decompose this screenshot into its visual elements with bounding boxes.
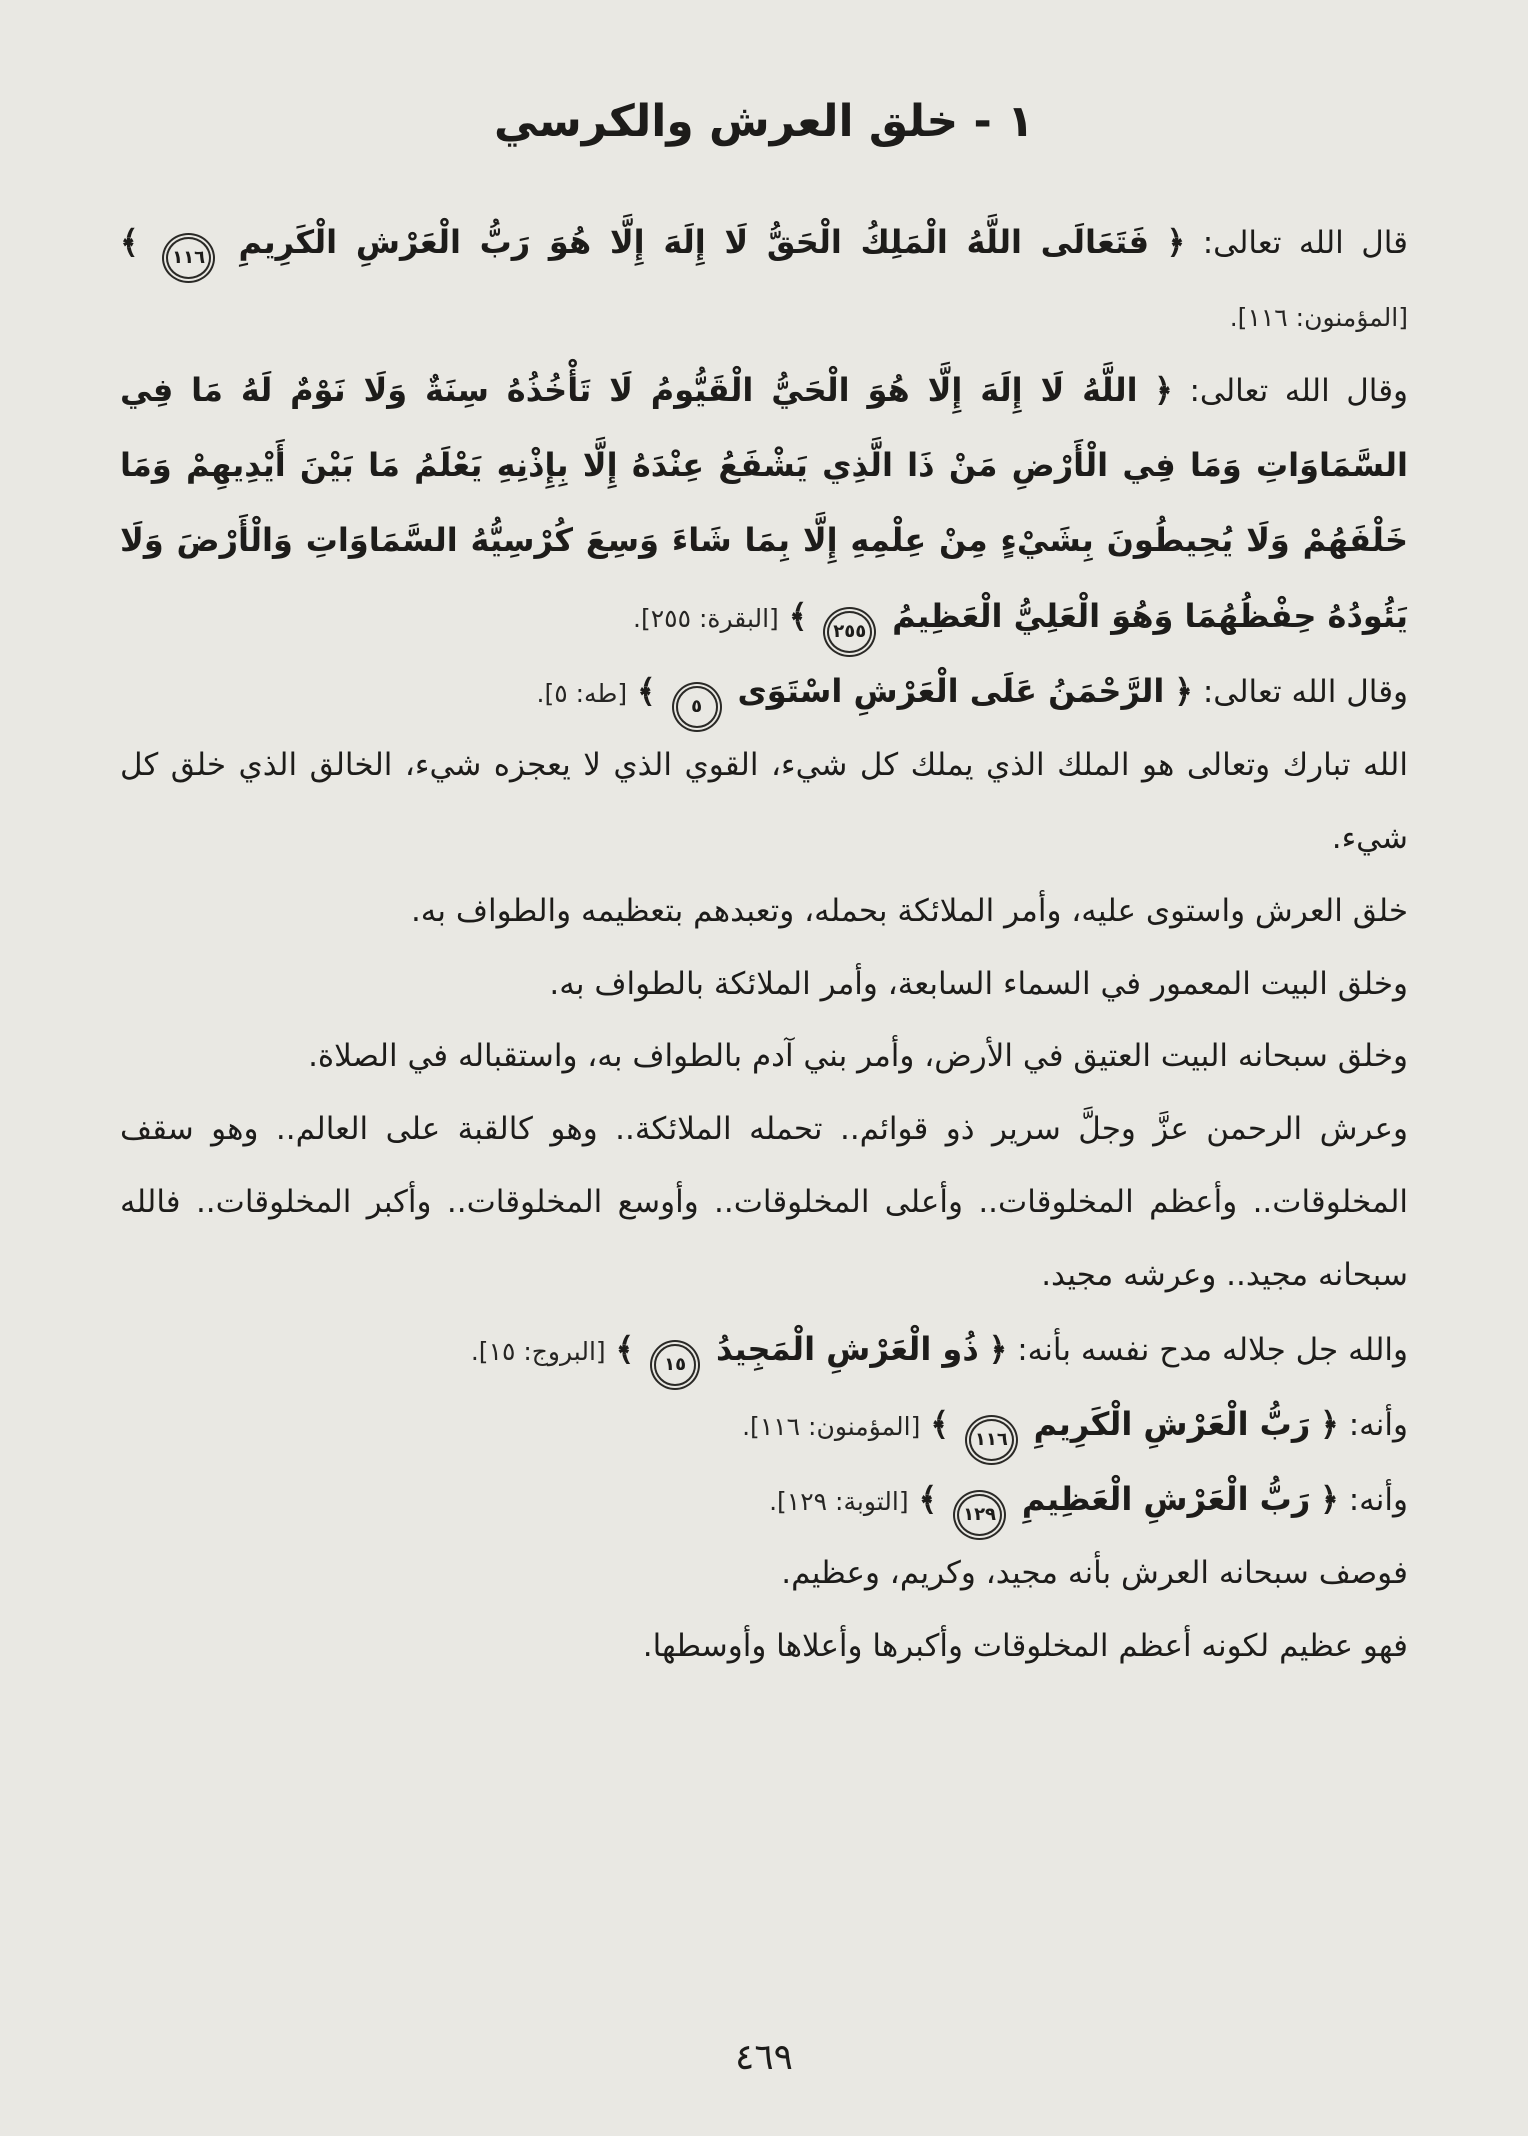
narration-intro: قال الله تعالى:: [1202, 225, 1408, 261]
quran-close-bracket: ﴾: [120, 223, 139, 261]
body-paragraph: فهو عظيم لكونه أعظم المخلوقات وأكبرها وأعلاها وأوسطها.: [642, 1628, 1408, 1665]
ayah-number-medallion: [957, 1494, 1002, 1536]
ayah-number-medallion: [676, 686, 718, 728]
quran-verse-text: الرَّحْمَنُ عَلَى الْعَرْشِ اسْتَوَى: [737, 671, 1165, 710]
quote-paragraph: [120, 1312, 1408, 1387]
ayah-number: ١١٦: [172, 247, 206, 268]
quran-close-bracket: ﴾: [788, 596, 808, 635]
body-paragraph: وخلق البيت المعمور في السماء السابعة، وأمر الملائكة بالطواف به.: [549, 965, 1408, 1002]
quran-open-bracket: ﴿: [1154, 371, 1173, 410]
quran-verse-text: رَبُّ الْعَرْشِ الْكَرِيمِ: [1033, 1404, 1311, 1443]
quote-paragraph: [120, 205, 1408, 353]
quran-verse-text: فَتَعَالَى اللَّهُ الْمَلِكُ الْحَقُّ لَا إِلَهَ إِلَّا هُوَ رَبُّ الْعَرْشِ الْكَرِيمِ: [238, 223, 1150, 261]
quote-paragraph: [120, 1387, 1408, 1462]
chapter-title: ١ - خلق العرش والكرسي: [494, 96, 1034, 147]
body-paragraph: فوصف سبحانه العرش بأنه مجيد، وكريم، وعظيم.: [781, 1555, 1408, 1592]
quran-open-bracket: ﴿: [1174, 671, 1193, 710]
narration-intro: وأنه:: [1348, 1482, 1408, 1519]
narration-intro: وقال الله تعالى:: [1189, 373, 1408, 410]
ayah-number: ٥: [691, 695, 703, 717]
quran-verse-text: رَبُّ الْعَرْشِ الْعَظِيمِ: [1021, 1480, 1311, 1519]
body-paragraph: وعرش الرحمن عزَّ وجلَّ سرير ذو قوائم.. تحمله الملائكة.. وهو كالقبة على العالم.. وهو سقف المخلوقات.. وأعظم المخلوقات.. وأعلى المخلوقات.. وأوسع المخلوقات.. وأكبر المخلوقات.. فالله سبحانه مجيد.. وعرشه مجيد.: [120, 1111, 1408, 1293]
ayah-number: ١٢٩: [963, 1504, 997, 1526]
quran-close-bracket: ﴾: [918, 1480, 938, 1519]
quran-open-bracket: ﴿: [988, 1329, 1008, 1368]
ayah-number: ١٥: [664, 1353, 687, 1375]
ayah-number: ١١٦: [974, 1428, 1008, 1450]
verse-reference: [المؤمنون: ١١٦].: [742, 1411, 921, 1441]
narration-intro: وقال الله تعالى:: [1202, 673, 1408, 710]
body-paragraph: الله تبارك وتعالى هو الملك الذي يملك كل شيء، القوي الذي لا يعجزه شيء، الخالق الذي خلق كل شيء.: [120, 746, 1408, 856]
quran-close-bracket: ﴾: [615, 1329, 635, 1368]
ayah-number: ٢٥٥: [833, 620, 867, 642]
ayah-number-medallion: [827, 611, 872, 653]
verse-reference: [البروج: ١٥].: [470, 1336, 606, 1366]
body-paragraph: وخلق سبحانه البيت العتيق في الأرض، وأمر بني آدم بالطواف به، واستقباله في الصلاة.: [308, 1038, 1408, 1075]
quote-paragraph: [120, 353, 1408, 654]
quran-open-bracket: ﴿: [1320, 1480, 1339, 1519]
quran-verse-text: اللَّهُ لَا إِلَهَ إِلَّا هُوَ الْحَيُّ الْقَيُّومُ لَا تَأْخُذُهُ سِنَةٌ وَلَا نَوْمٌ لَهُ مَا فِي السَّمَاوَاتِ وَمَا فِي الْأَرْضِ مَنْ ذَا الَّذِي يَشْفَعُ عِنْدَهُ إِلَّا بِإِذْنِهِ يَعْلَمُ مَا بَيْنَ أَيْدِيهِمْ وَمَا خَلْفَهُمْ وَلَا يُحِيطُونَ بِشَيْءٍ مِنْ عِلْمِهِ إِلَّا بِمَا شَاءَ وَسِعَ كُرْسِيُّهُ السَّمَاوَاتِ وَالْأَرْضَ وَلَا يَئُودُهُ حِفْظُهُمَا وَهُوَ الْعَلِيُّ الْعَظِيمُ: [120, 371, 1408, 635]
verse-reference: [التوبة: ١٢٩].: [769, 1487, 909, 1517]
quran-close-bracket: ﴾: [636, 671, 656, 710]
narration-intro: والله جل جلاله مدح نفسه بأنه:: [1017, 1331, 1408, 1368]
quran-close-bracket: ﴾: [930, 1404, 949, 1443]
ayah-number-medallion: [166, 237, 211, 279]
quran-open-bracket: ﴿: [1166, 223, 1186, 261]
body-paragraph: خلق العرش واستوى عليه، وأمر الملائكة بحمله، وتعبدهم بتعظيمه والطواف به.: [410, 892, 1408, 929]
quote-paragraph: [120, 1462, 1408, 1537]
quote-paragraph: [120, 654, 1408, 729]
ayah-number-medallion: [969, 1419, 1014, 1461]
page-number: ٤٦٩: [734, 2037, 793, 2078]
verse-reference: [المؤمنون: ١١٦].: [1229, 303, 1408, 333]
verse-reference: [البقرة: ٢٥٥].: [633, 603, 779, 633]
verse-reference: [طه: ٥].: [536, 678, 628, 708]
narration-intro: وأنه:: [1348, 1406, 1408, 1443]
quran-verse-text: ذُو الْعَرْشِ الْمَجِيدُ: [715, 1329, 979, 1368]
quran-open-bracket: ﴿: [1320, 1404, 1339, 1443]
ayah-number-medallion: [654, 1344, 696, 1386]
